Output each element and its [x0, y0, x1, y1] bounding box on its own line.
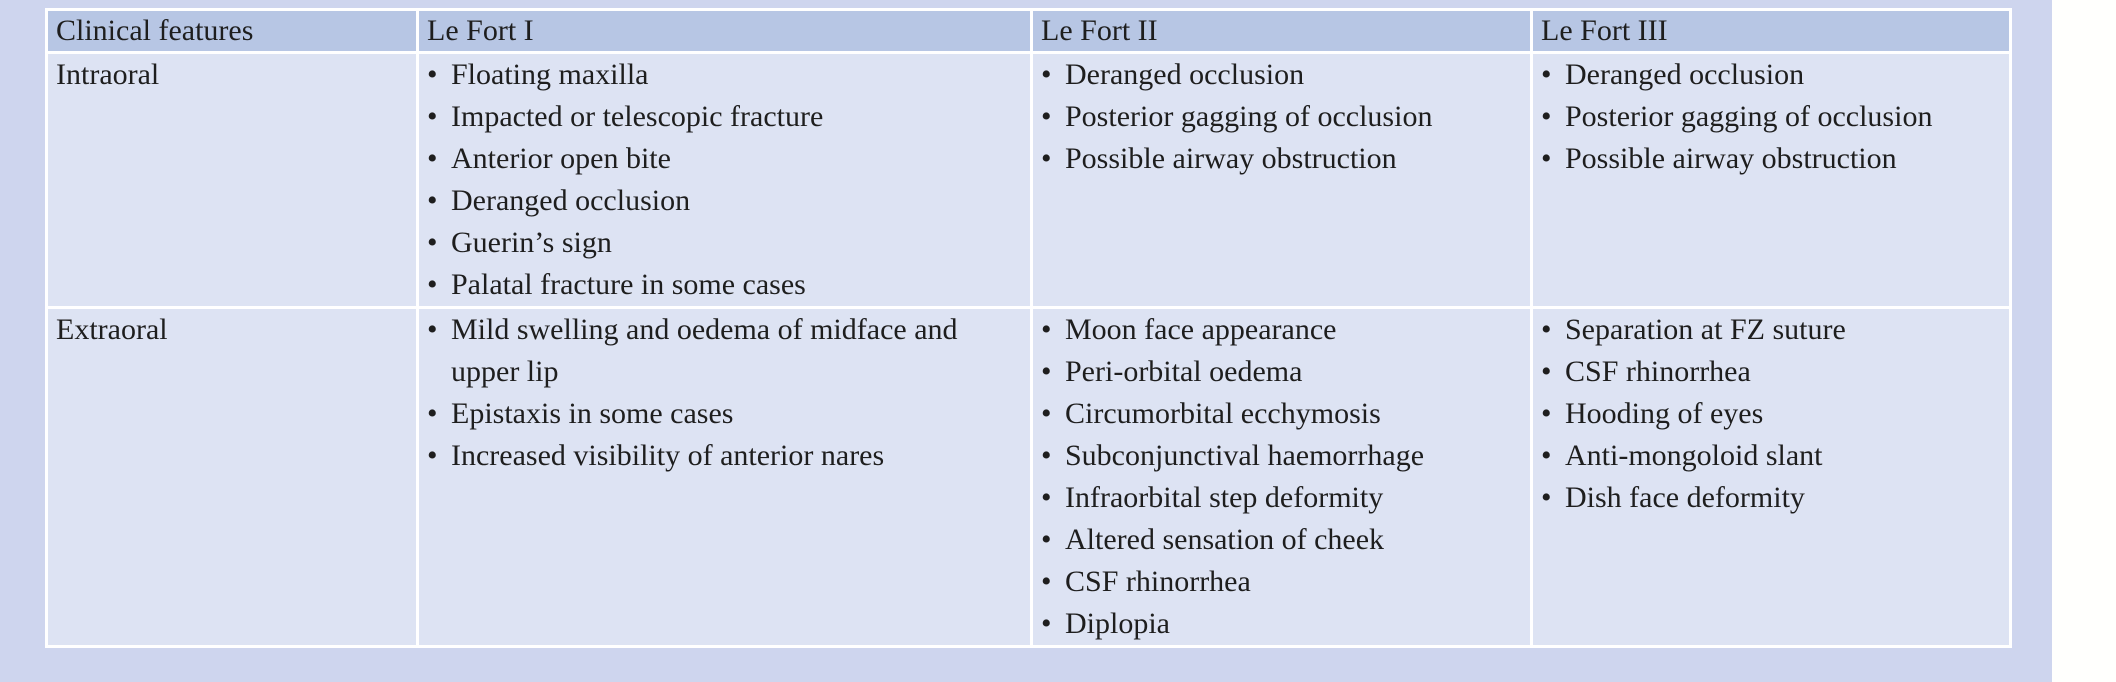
bullet-icon: •: [1541, 142, 1552, 175]
intraoral-le-fort-2-list: [1041, 54, 1516, 180]
bullet-item: [1541, 309, 1995, 351]
bullet-item: [1041, 54, 1516, 96]
bullet-icon: •: [1041, 397, 1052, 430]
bullet-item-text: Deranged occlusion: [451, 184, 691, 217]
table-row-extraoral: [48, 309, 2009, 645]
bullet-item-text: Mild swelling and oedema of midface and upper lip: [451, 313, 958, 388]
bullet-item-text: Anti-mongoloid slant: [1565, 439, 1823, 472]
bullet-item: [1541, 435, 1995, 477]
bullet-item: [1541, 96, 1995, 138]
bullet-icon: •: [427, 268, 438, 301]
bullet-item-text: CSF rhinorrhea: [1565, 355, 1751, 388]
column-header-le-fort-2: Le Fort II: [1033, 11, 1530, 51]
extraoral-le-fort-3-list: [1541, 309, 1995, 519]
cell-intraoral-le-fort-3: [1533, 54, 2009, 306]
bullet-item-text: Separation at FZ suture: [1565, 313, 1846, 346]
column-header-le-fort-3: Le Fort III: [1533, 11, 2009, 51]
bullet-item: [427, 180, 1016, 222]
cell-extraoral-le-fort-3: [1533, 309, 2009, 645]
bullet-icon: •: [1041, 100, 1052, 133]
bullet-icon: •: [1041, 313, 1052, 346]
row-label-extraoral: Extraoral: [48, 309, 416, 645]
bullet-icon: •: [427, 397, 438, 430]
bullet-item: [427, 138, 1016, 180]
bullet-item-text: Guerin’s sign: [451, 226, 612, 259]
extraoral-le-fort-2-list: [1041, 309, 1516, 645]
bullet-icon: •: [427, 142, 438, 175]
lefort-clinical-features-table: [45, 8, 2012, 648]
bullet-item-text: Deranged occlusion: [1565, 58, 1805, 91]
bullet-icon: •: [1041, 565, 1052, 598]
bullet-item: [427, 393, 1016, 435]
bullet-item: [1041, 561, 1516, 603]
bullet-icon: •: [1041, 607, 1052, 640]
bullet-item-text: Anterior open bite: [451, 142, 671, 175]
bullet-item: [1041, 393, 1516, 435]
bullet-icon: •: [427, 313, 438, 346]
cell-extraoral-le-fort-1: [419, 309, 1030, 645]
bullet-item: [1041, 477, 1516, 519]
intraoral-le-fort-3-list: [1541, 54, 1995, 180]
cell-intraoral-le-fort-2: [1033, 54, 1530, 306]
bullet-item-text: Peri-orbital oedema: [1065, 355, 1303, 388]
bullet-icon: •: [427, 58, 438, 91]
bullet-item: [1041, 435, 1516, 477]
bullet-item-text: Moon face appearance: [1065, 313, 1337, 346]
bullet-item-text: CSF rhinorrhea: [1065, 565, 1251, 598]
bullet-item: [1541, 54, 1995, 96]
bullet-icon: •: [1541, 481, 1552, 514]
table-row-intraoral: [48, 54, 2009, 306]
bullet-item-text: Epistaxis in some cases: [451, 397, 734, 430]
bullet-item: [1041, 309, 1516, 351]
bullet-icon: •: [1041, 523, 1052, 556]
bullet-icon: •: [427, 439, 438, 472]
cell-extraoral-le-fort-2: [1033, 309, 1530, 645]
bullet-item: [1541, 351, 1995, 393]
bullet-item-text: Floating maxilla: [451, 58, 649, 91]
bullet-item-text: Dish face deformity: [1565, 481, 1805, 514]
bullet-item-text: Palatal fracture in some cases: [451, 268, 806, 301]
bullet-item-text: Possible airway obstruction: [1065, 142, 1397, 175]
bullet-item: [1041, 351, 1516, 393]
bullet-item: [427, 222, 1016, 264]
bullet-item: [427, 435, 1016, 477]
extraoral-le-fort-1-list: [427, 309, 1016, 477]
bullet-item-text: Impacted or telescopic fracture: [451, 100, 824, 133]
column-header-le-fort-1: Le Fort I: [419, 11, 1030, 51]
bullet-icon: •: [1541, 100, 1552, 133]
bullet-item-text: Possible airway obstruction: [1565, 142, 1897, 175]
bullet-icon: •: [427, 100, 438, 133]
bullet-item: [427, 264, 1016, 306]
bullet-icon: •: [1041, 142, 1052, 175]
bullet-item-text: Circumorbital ecchymosis: [1065, 397, 1381, 430]
bullet-icon: •: [1041, 481, 1052, 514]
bullet-item-text: Infraorbital step deformity: [1065, 481, 1384, 514]
bullet-item-text: Altered sensation of cheek: [1065, 523, 1385, 556]
bullet-item-text: Diplopia: [1065, 607, 1170, 640]
bullet-icon: •: [1041, 58, 1052, 91]
table-header-row: [48, 11, 2009, 51]
bullet-item: [1541, 138, 1995, 180]
cell-intraoral-le-fort-1: [419, 54, 1030, 306]
bullet-icon: •: [427, 184, 438, 217]
bullet-item: [1541, 393, 1995, 435]
bullet-item: [1541, 477, 1995, 519]
bullet-item-text: Increased visibility of anterior nares: [451, 439, 885, 472]
bullet-icon: •: [427, 226, 438, 259]
bullet-item: [1041, 603, 1516, 645]
bullet-item-text: Deranged occlusion: [1065, 58, 1305, 91]
column-header-clinical-features: Clinical features: [48, 11, 416, 51]
bullet-item: [1041, 138, 1516, 180]
bullet-item: [1041, 519, 1516, 561]
bullet-icon: •: [1541, 397, 1552, 430]
bullet-item: [427, 96, 1016, 138]
bullet-icon: •: [1541, 313, 1552, 346]
bullet-item: [1041, 96, 1516, 138]
bullet-item-text: Posterior gagging of occlusion: [1565, 100, 1933, 133]
bullet-icon: •: [1541, 58, 1552, 91]
row-label-intraoral: Intraoral: [48, 54, 416, 306]
bullet-icon: •: [1541, 355, 1552, 388]
intraoral-le-fort-1-list: [427, 54, 1016, 306]
bullet-icon: •: [1041, 355, 1052, 388]
bullet-item-text: Subconjunctival haemorrhage: [1065, 439, 1425, 472]
bullet-item: [427, 309, 1016, 393]
bullet-item-text: Posterior gagging of occlusion: [1065, 100, 1433, 133]
bullet-item-text: Hooding of eyes: [1565, 397, 1764, 430]
bullet-item: [427, 54, 1016, 96]
bullet-icon: •: [1541, 439, 1552, 472]
bullet-icon: •: [1041, 439, 1052, 472]
